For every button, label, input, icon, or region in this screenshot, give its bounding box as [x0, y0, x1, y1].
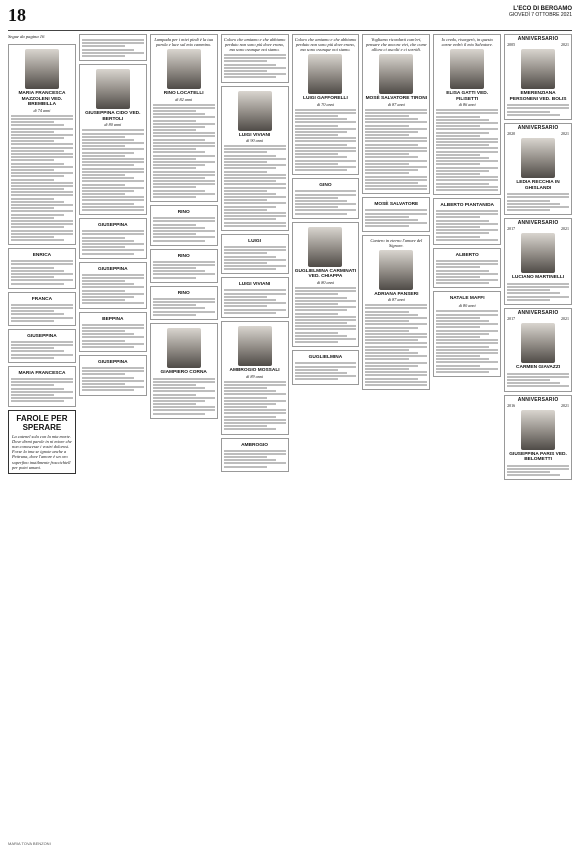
notice-body-text — [365, 209, 427, 227]
portrait-photo — [308, 54, 342, 94]
deceased-name: ELISA GATTI VED. FILISETTI — [446, 91, 489, 102]
portrait-photo — [521, 410, 555, 450]
portrait-photo — [521, 49, 555, 89]
notice-body-text — [295, 362, 357, 380]
anniversary-years — [507, 131, 569, 136]
anniversary-years — [507, 226, 569, 231]
deceased-name: LUIGI GAFFORELLI — [303, 96, 348, 101]
deceased-age: di 86 anni — [458, 102, 476, 108]
issue-date: GIOVEDÌ 7 OTTOBRE 2021 — [509, 12, 572, 18]
anniversary-notice — [504, 34, 572, 120]
notice-quote: Io credo, risorgerò, in questo carne vedrò il mio Salvatore. — [441, 37, 493, 47]
portrait-photo — [521, 233, 555, 273]
death-notice — [150, 249, 218, 283]
death-notice — [433, 34, 501, 195]
notice-body-text — [436, 260, 498, 284]
anniversary-notice — [504, 123, 572, 215]
notice-body-text — [82, 274, 144, 305]
deceased-name: FRANCA — [31, 296, 53, 302]
death-notice — [433, 248, 501, 289]
page-number: 18 — [8, 5, 26, 25]
deceased-name: GIUSEPPINA CIDO VED. BERTOLI — [85, 111, 141, 122]
death-notice — [8, 292, 76, 326]
death-notice — [221, 438, 289, 472]
death-notice — [79, 64, 147, 215]
section-label: Segue da pagina 16 — [8, 34, 45, 39]
notice-body-text — [11, 378, 73, 402]
death-notice — [221, 321, 289, 435]
notice-body-text — [507, 465, 569, 477]
deceased-name: LEDIA RECCHIA IN GHISLANDI — [516, 179, 560, 191]
portrait-photo — [521, 323, 555, 363]
year-from: 2016 — [507, 402, 516, 408]
death-notice — [79, 218, 147, 259]
death-notice — [8, 366, 76, 407]
notice-body-text — [82, 230, 144, 254]
death-notice — [79, 355, 147, 396]
deceased-name: GUGLIELMINA CARMINATI VED. CHIAPPA — [294, 268, 357, 280]
deceased-name: AMBROGIO — [241, 442, 269, 448]
farole-title: FAROLE PER SPERARE — [16, 413, 68, 432]
deceased-name: GUGLIELMINA — [308, 355, 343, 361]
deceased-name: GIUSEPPINA PARIS VED. BELOMETTI — [509, 451, 567, 463]
deceased-name: RINO — [177, 210, 190, 216]
notice-body-text — [224, 450, 286, 468]
notice-body-text — [82, 129, 144, 211]
notice-body-text — [153, 378, 215, 415]
deceased-name: RINO — [177, 290, 190, 296]
notice-body-text — [507, 373, 569, 388]
notice-body-text — [436, 210, 498, 241]
anniversary-label: ANNIVERSARIO — [517, 36, 559, 42]
anniversary-notice — [504, 308, 572, 392]
deceased-age: di 82 anni — [175, 96, 193, 102]
portrait-photo — [379, 250, 413, 290]
year-to: 2021 — [561, 130, 569, 136]
notice-body-text — [436, 109, 498, 191]
masthead — [509, 6, 572, 18]
notice-body-text — [507, 283, 569, 301]
portrait-photo — [308, 227, 342, 267]
deceased-age: di 87 anni — [387, 297, 405, 303]
notice-quote: Cantero in eterno l'amore del Signore. — [370, 237, 423, 248]
anniversary-notice — [504, 395, 572, 481]
notice-quote: Lampada per i miei piedi è la tua parola e luce sul mio cammino. — [154, 37, 214, 47]
notice-body-text — [153, 298, 215, 316]
obituary-column — [292, 34, 360, 837]
anniversary-years — [507, 42, 569, 47]
notice-body-text — [295, 190, 357, 214]
obituary-column — [79, 34, 147, 837]
deceased-name: MARIA FRANCESCA MAZZOLENI VED. BREMBILLA — [18, 91, 66, 108]
obituary-column — [221, 34, 289, 837]
year-from: 2005 — [507, 42, 516, 47]
obituary-column — [150, 34, 218, 837]
paper-name: L'ECO DI BERGAMO — [513, 6, 572, 12]
obituary-column — [433, 34, 501, 837]
year-to: 2021 — [561, 226, 569, 232]
deceased-name: LUIGI VIVIANI — [238, 282, 271, 288]
notice-body-text — [82, 39, 144, 57]
notice-quote: Coloro che amiamo e che abbiamo perduto non sono più dove erano, ma sono ovunque noi siamo. — [223, 37, 286, 52]
year-from: 2017 — [507, 226, 516, 232]
portrait-photo — [379, 54, 413, 94]
notice-body-text — [507, 193, 569, 211]
death-notice — [221, 34, 289, 83]
anniversary-years — [507, 316, 569, 321]
deceased-name: AMBROGIO MOSSALI — [229, 367, 280, 373]
notice-body-text — [82, 324, 144, 348]
death-notice — [8, 44, 76, 245]
notice-body-text — [224, 246, 286, 270]
portrait-photo — [238, 91, 272, 131]
deceased-name: ALBERTO — [455, 252, 479, 258]
year-from: 2017 — [507, 315, 516, 321]
death-notice — [150, 205, 218, 246]
page-footer: MARIA TOVA BENZONI — [8, 841, 51, 846]
deceased-name: GIAMPIERO CORNA — [160, 369, 207, 375]
death-notice — [362, 34, 430, 194]
deceased-name: RINO — [177, 253, 190, 259]
death-notice — [433, 291, 501, 377]
anniversary-label: ANNIVERSARIO — [517, 124, 559, 131]
notice-body-text — [224, 145, 286, 227]
death-notice — [221, 277, 289, 318]
deceased-name: GIUSEPPINA — [98, 223, 128, 229]
deceased-name: LUCIANO MARTINELLI — [511, 275, 565, 281]
deceased-age: di 89 anni — [246, 373, 264, 379]
portrait-photo — [25, 49, 59, 89]
obituary-column — [8, 34, 76, 837]
notice-quote: Coloro che amiamo e che abbiamo perduto non sono più dove erano, ma sono ovunque noi siamo. — [294, 37, 357, 52]
year-from: 2020 — [507, 130, 516, 136]
death-notice — [433, 198, 501, 245]
notice-body-text — [11, 115, 73, 241]
deceased-name: MARIA FRANCESCA — [18, 371, 66, 377]
death-notice — [79, 34, 147, 61]
portrait-photo — [167, 49, 201, 89]
deceased-age: di 74 anni — [33, 107, 51, 113]
death-notice — [221, 234, 289, 275]
obituary-column — [362, 34, 430, 837]
notice-body-text — [295, 109, 357, 172]
deceased-age: di 80 anni — [104, 122, 122, 128]
deceased-age: di 90 anni — [246, 138, 264, 144]
anniversary-notice — [504, 218, 572, 305]
farole-text: La catenel sola con la mia morte. Dove dirmi parole in ni miore che non conoscesse i vostri dolorosi. Forse la ima se ignote anche a Pettruna, dove l'amore è un oro soperfino inutilmente fraccichiell per potet umani. — [12, 433, 72, 470]
deceased-name: BEPPINA — [102, 316, 124, 322]
anniversary-label: ANNIVERSARIO — [517, 220, 559, 227]
notice-body-text — [365, 109, 427, 191]
year-to: 2021 — [561, 42, 569, 47]
portrait-photo — [167, 328, 201, 368]
notice-body-text — [153, 104, 215, 198]
deceased-name: LUIGI VIVIANI — [238, 132, 271, 138]
notice-body-text — [11, 304, 73, 322]
deceased-name: GIUSEPPINA — [98, 360, 128, 366]
anniversary-label: ANNIVERSARIO — [517, 396, 559, 403]
death-notice — [221, 86, 289, 231]
deceased-name: ENRICA — [32, 253, 52, 259]
anniversary-years — [507, 403, 569, 408]
deceased-age: di 87 anni — [387, 101, 405, 107]
notice-body-text — [365, 304, 427, 386]
death-notice — [150, 34, 218, 202]
death-notice — [292, 34, 360, 175]
death-notice — [79, 312, 147, 353]
deceased-name: GIUSEPPINA — [98, 266, 128, 272]
farole-box — [8, 410, 76, 474]
portrait-photo — [238, 326, 272, 366]
deceased-name: CARMEN GIAVAZZI — [516, 364, 561, 370]
deceased-age: di 70 anni — [316, 101, 334, 107]
death-notice — [292, 178, 360, 219]
deceased-name: GINO — [319, 183, 332, 189]
death-notice — [362, 197, 430, 231]
deceased-name: RINO LOCATELLI — [163, 91, 204, 96]
death-notice — [8, 329, 76, 363]
portrait-photo — [450, 49, 484, 89]
death-notice — [79, 262, 147, 309]
obituary-column — [504, 34, 572, 837]
deceased-age: di 80 anni — [458, 303, 476, 309]
notice-body-text — [224, 54, 286, 78]
notice-body-text — [11, 260, 73, 284]
deceased-name: ALBERTO PIANTANIDA — [440, 203, 495, 209]
notice-body-text — [295, 287, 357, 343]
deceased-name: MOSÈ SALVATORE — [374, 202, 419, 208]
death-notice — [8, 248, 76, 289]
death-notice — [150, 323, 218, 419]
anniversary-label: ANNIVERSARIO — [517, 309, 559, 316]
deceased-age: di 80 anni — [316, 280, 334, 286]
portrait-photo — [96, 69, 130, 109]
deceased-name: MOSÈ SALVATORE TIRONI — [365, 96, 428, 101]
notice-body-text — [153, 261, 215, 279]
death-notice — [150, 286, 218, 320]
death-notice — [292, 222, 360, 348]
death-notice — [292, 350, 360, 384]
deceased-name: ADRIANA PANSERI — [374, 291, 419, 297]
deceased-name: NATALE MAFFI — [449, 296, 485, 302]
notice-body-text — [224, 381, 286, 431]
notice-body-text — [11, 341, 73, 359]
year-to: 2021 — [561, 315, 569, 321]
notice-body-text — [82, 367, 144, 391]
deceased-name: EMERENZIANA PERSONENI VED. BOLIS — [509, 91, 567, 102]
deceased-name: LUIGI — [248, 238, 261, 244]
obituary-columns — [8, 34, 572, 837]
year-to: 2021 — [561, 402, 569, 408]
notice-body-text — [224, 289, 286, 313]
portrait-photo — [521, 138, 555, 178]
death-notice — [362, 235, 430, 390]
deceased-name: GIUSEPPINA — [27, 333, 57, 339]
notice-body-text — [507, 104, 569, 116]
notice-quote: Vogliamo ricordarti com'eri, pensare che ancora vivi, che come allora ci ascolti e ci sorridi. — [366, 37, 427, 52]
notice-body-text — [436, 310, 498, 373]
page-header — [8, 6, 572, 31]
notice-body-text — [153, 217, 215, 241]
